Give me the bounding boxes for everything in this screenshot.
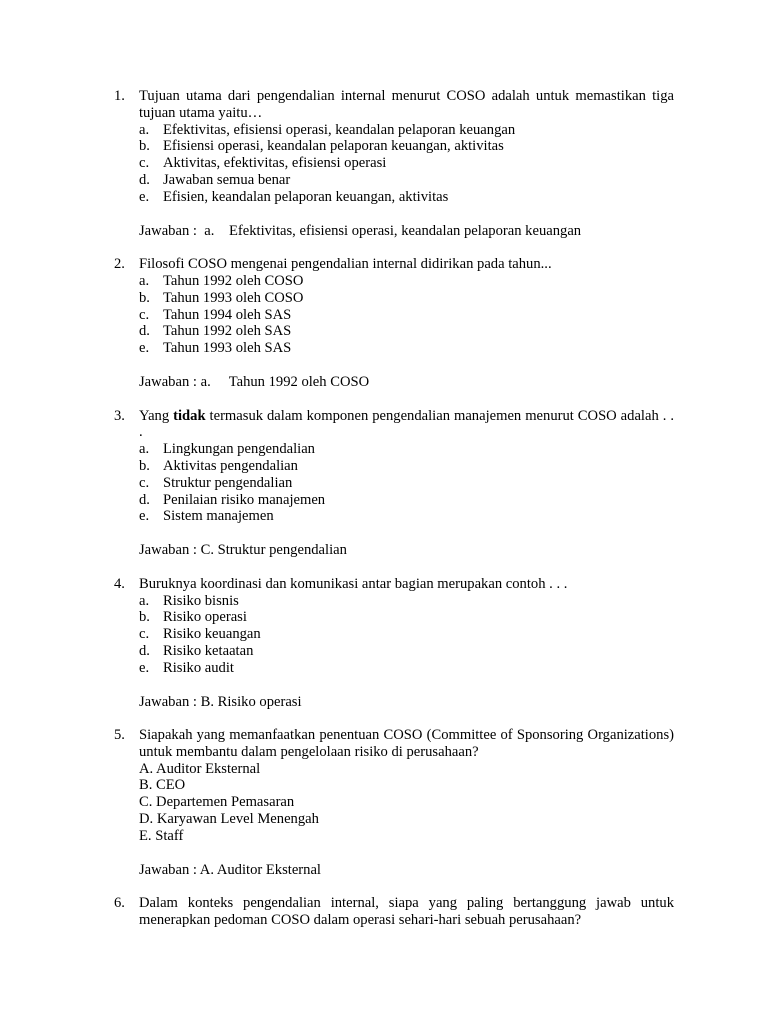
question-6 xyxy=(114,895,674,929)
option-a: a. Tahun 1992 oleh COSO xyxy=(139,272,304,289)
option-e: E. Staff xyxy=(139,827,184,844)
question-4 xyxy=(114,576,674,711)
option-b: b. Risiko operasi xyxy=(139,609,247,626)
answer-line: Jawaban : C. Struktur pengendalian xyxy=(139,542,347,559)
question-number: 3. xyxy=(114,407,125,424)
question-stem: Buruknya koordinasi dan komunikasi antar bagian merupakan contoh . . . xyxy=(139,575,568,592)
question-number: 2. xyxy=(114,256,125,273)
option-d: d. Jawaban semua benar xyxy=(139,171,291,188)
question-number: 4. xyxy=(114,575,125,592)
answer-line: Jawaban : A. Auditor Eksternal xyxy=(139,861,321,878)
question-number: 6. xyxy=(114,895,125,912)
option-d: D. Karyawan Level Menengah xyxy=(139,811,319,828)
option-a: a. Lingkungan pengendalian xyxy=(139,441,315,458)
question-5 xyxy=(114,727,674,878)
option-a: a. Efektivitas, efisiensi operasi, keandalan pelaporan keuangan xyxy=(139,121,516,138)
option-b: b. Aktivitas pengendalian xyxy=(139,457,298,474)
option-c: c. Tahun 1994 oleh SAS xyxy=(139,306,292,323)
question-stem: Siapakah yang memanfaatkan penentuan COSO (Committee of Sponsoring Organizations) untuk membantu dalam pengelolaan risiko di perusahaan? xyxy=(139,727,674,760)
option-b: b. Efisiensi operasi, keandalan pelaporan keuangan, aktivitas xyxy=(139,138,504,155)
emphasis-word: tidak xyxy=(173,407,206,424)
option-a: A. Auditor Eksternal xyxy=(139,760,261,777)
answer-line: Jawaban : a. Tahun 1992 oleh COSO xyxy=(139,373,370,390)
option-e: e. Efisien, keandalan pelaporan keuangan, aktivitas xyxy=(139,188,449,205)
question-number: 5. xyxy=(114,727,125,744)
option-c: c. Aktivitas, efektivitas, efisiensi operasi xyxy=(139,155,387,172)
question-stem: Dalam konteks pengendalian internal, siapa yang paling bertanggung jawab untuk menerapkan pedoman COSO dalam operasi sehari-hari sebuah perusahaan? xyxy=(139,895,674,929)
question-stem: Filosofi COSO mengenai pengendalian internal didirikan pada tahun... xyxy=(139,256,552,273)
question-2 xyxy=(114,256,674,391)
option-e: e. Sistem manajemen xyxy=(139,508,274,525)
question-1 xyxy=(114,88,674,239)
question-3 xyxy=(114,408,674,559)
option-c: C. Departemen Pemasaran xyxy=(139,794,295,811)
question-list xyxy=(114,88,674,929)
option-b: b. Tahun 1993 oleh COSO xyxy=(139,289,304,306)
option-c: c. Risiko keuangan xyxy=(139,626,261,643)
answer-line: Jawaban : B. Risiko operasi xyxy=(139,693,302,710)
question-stem: Tujuan utama dari pengendalian internal menurut COSO adalah untuk memastikan tiga tujuan utama yaitu… xyxy=(139,88,674,121)
question-number: 1. xyxy=(114,88,125,104)
option-e: e. Tahun 1993 oleh SAS xyxy=(139,340,292,357)
option-d: d. Risiko ketaatan xyxy=(139,642,254,659)
option-d: d. Penilaian risiko manajemen xyxy=(139,491,326,508)
option-c: c. Struktur pengendalian xyxy=(139,474,293,491)
option-a: a. Risiko bisnis xyxy=(139,592,239,609)
option-e: e. Risiko audit xyxy=(139,659,234,676)
question-stem: Yang tidak termasuk dalam komponen pengendalian manajemen menurut COSO adalah . . . xyxy=(139,407,674,441)
answer-line: Jawaban : a. Efektivitas, efisiensi operasi, keandalan pelaporan keuangan xyxy=(139,222,582,239)
option-d: d. Tahun 1992 oleh SAS xyxy=(139,323,292,340)
option-b: B. CEO xyxy=(139,777,186,794)
